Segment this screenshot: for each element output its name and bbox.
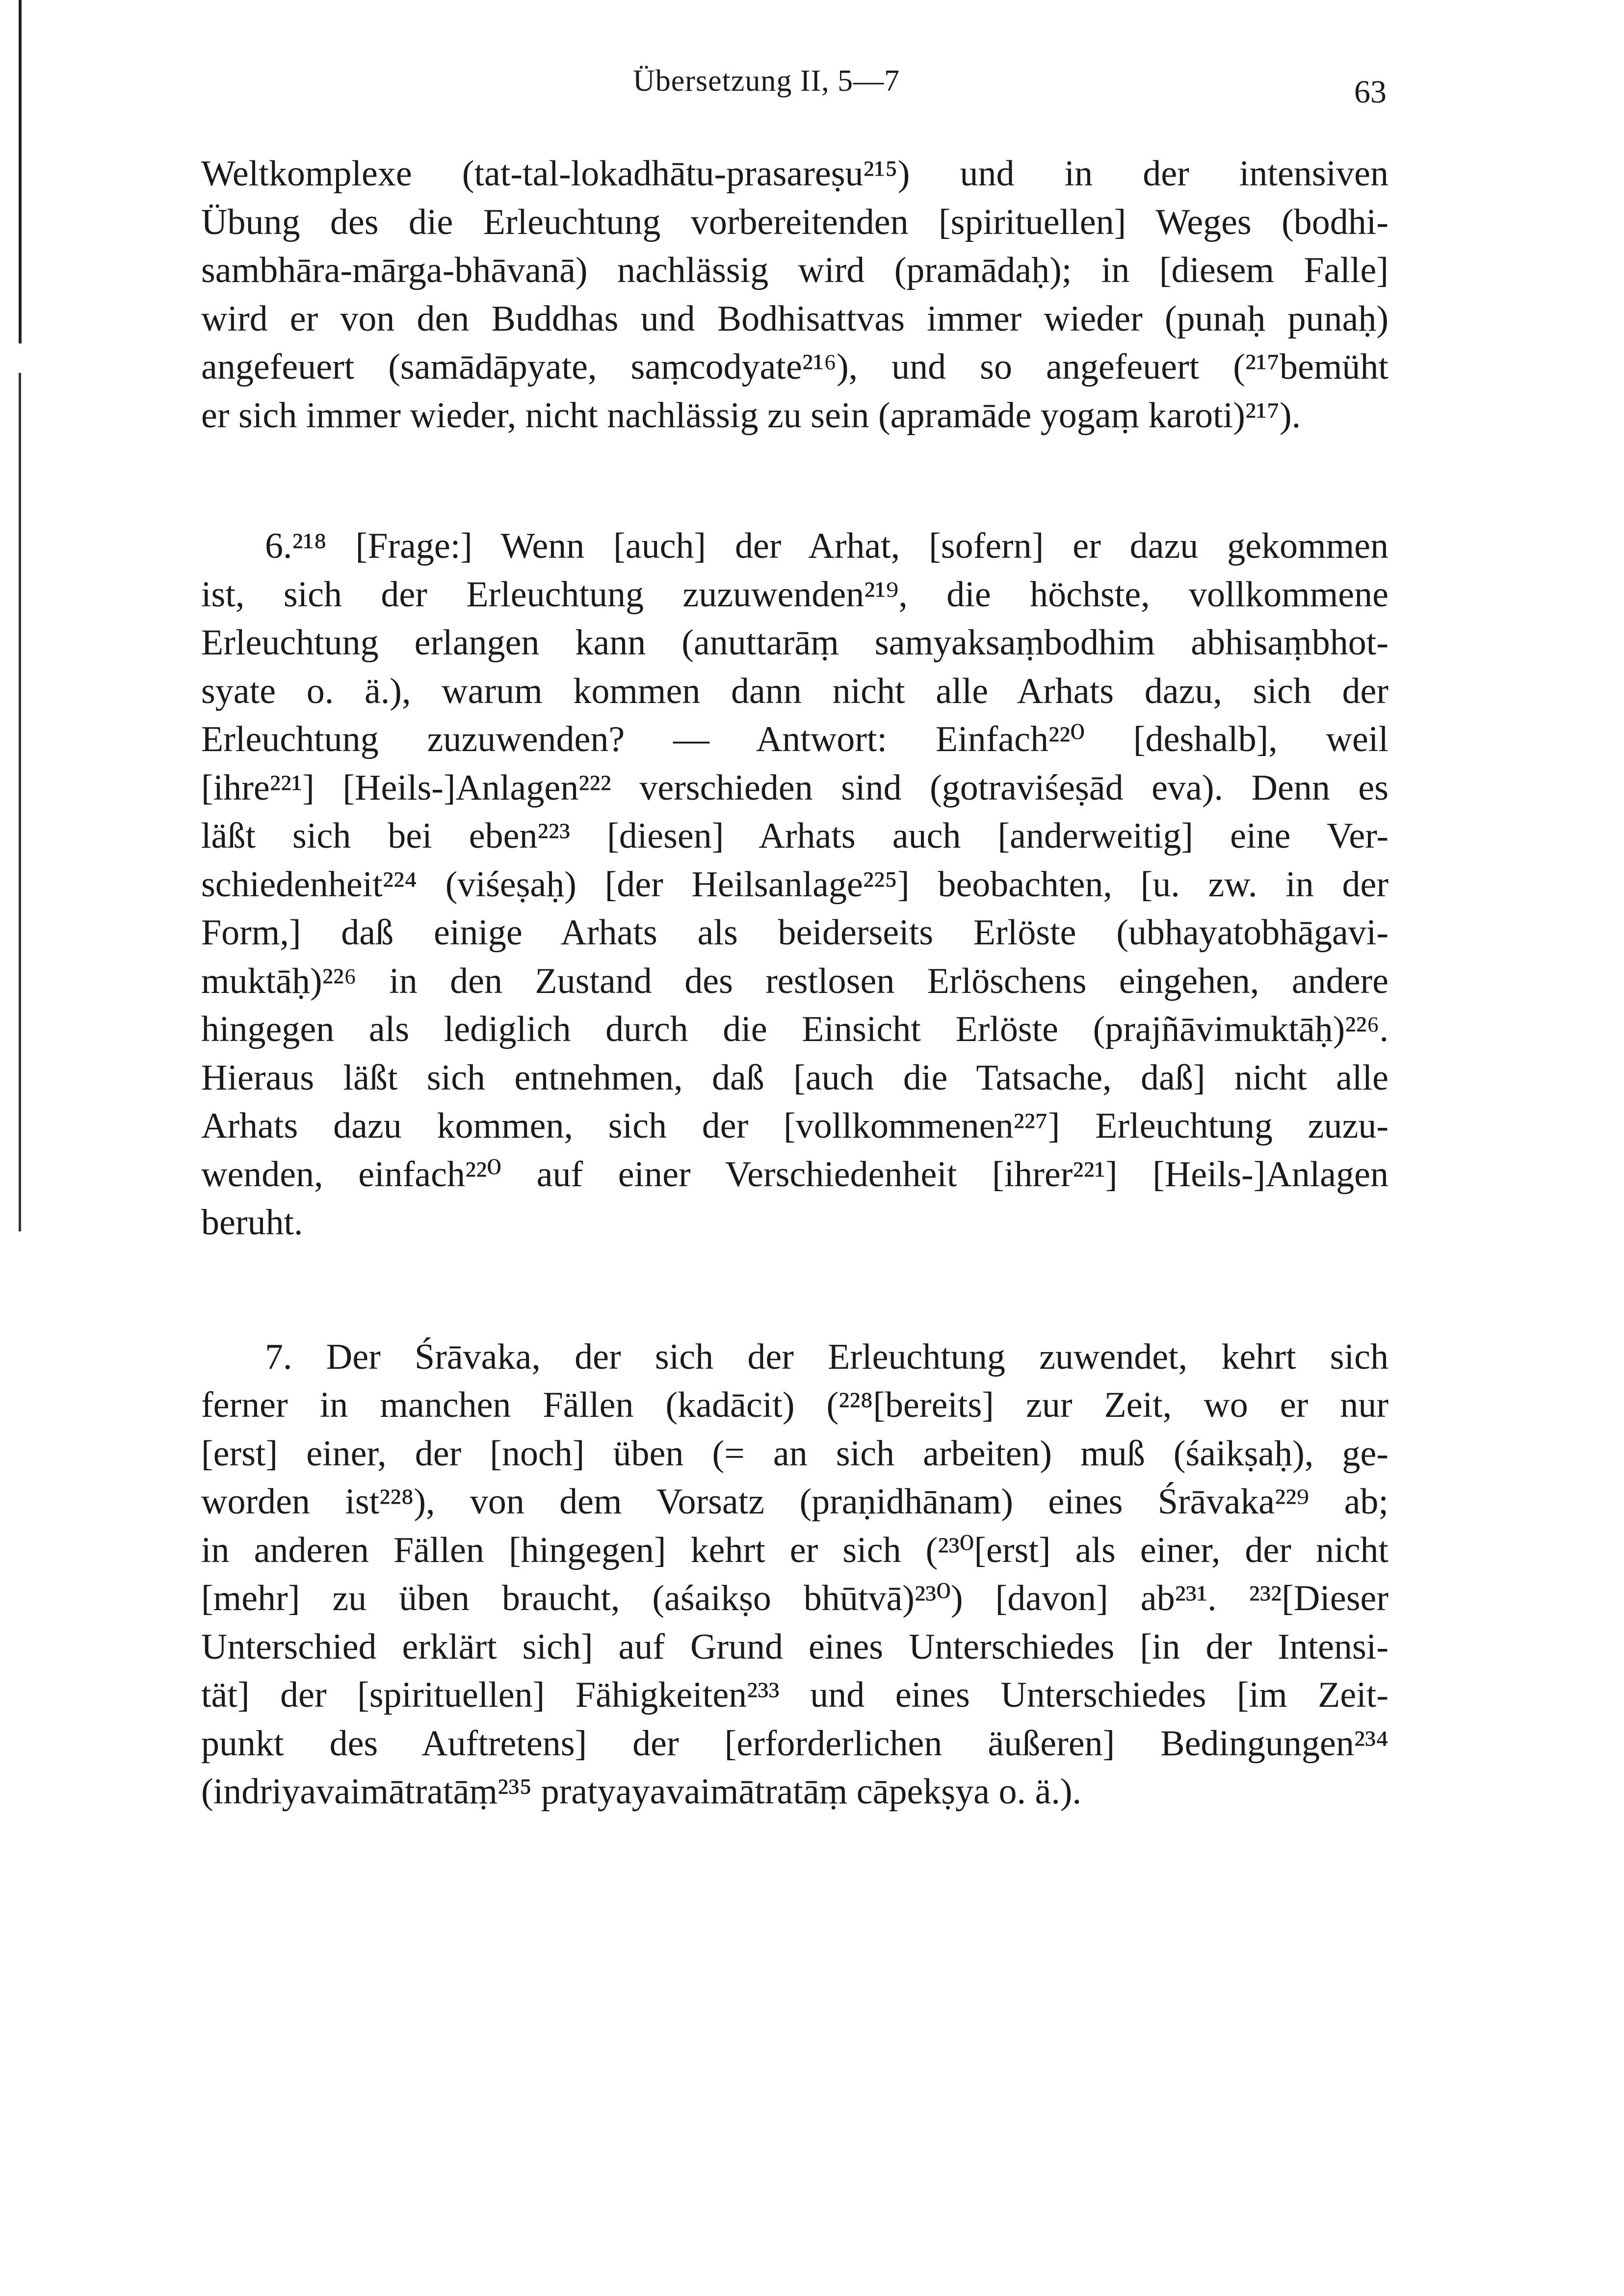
text-line: Arhats dazu kommen, sich der [vollkommenen²²⁷] Erleuchtung zuzu- [201,1106,1388,1146]
page-number: 63 [1354,74,1387,110]
text-line: er sich immer wieder, nicht nachlässig zu sein (apramāde yogaṃ karoti)²¹⁷). [201,395,1301,436]
text-line: (indriyavaimātratāṃ²³⁵ pratyayavaimātratāṃ cāpekṣya o. ä.). [201,1772,1081,1812]
text-line: wird er von den Buddhas und Bodhisattvas immer wieder (punaḥ punaḥ) [201,298,1388,339]
text-line: schiedenheit²²⁴ (viśeṣaḥ) [der Heilsanlage²²⁵] beobachten, [u. zw. in der [201,864,1388,905]
body-text [201,150,1388,1816]
text-line: hingegen als lediglich durch die Einsicht Erlöste (prajñāvimuktāḥ)²²⁶. [201,1009,1388,1049]
text-line: syate o. ä.), warum kommen dann nicht alle Arhats dazu, sich der [201,671,1388,711]
paragraph-gap [201,440,1388,522]
text-line: angefeuert (samādāpyate, saṃcodyate²¹⁶), und so angefeuert (²¹⁷bemüht [201,347,1388,387]
text-line: sambhāra-mārga-bhāvanā) nachlässig wird (pramādaḥ); in [diesem Falle] [201,250,1388,290]
text-line: beruht. [201,1202,303,1243]
text-line: Form,] daß einige Arhats als beiderseits Erlöste (ubhayatobhāgavi- [201,913,1388,953]
text-line: worden ist²²⁸), von dem Vorsatz (praṇidhānam) eines Śrāvaka²²⁹ ab; [201,1482,1388,1522]
running-head: Übersetzung II, 5—7 [633,64,900,98]
text-line: wenden, einfach²²⁰ auf einer Verschiedenheit [ihrer²²¹] [Heils-]Anlagen [201,1154,1388,1195]
text-line: [erst] einer, der [noch] üben (= an sich arbeiten) muß (śaikṣaḥ), ge- [201,1433,1388,1474]
paragraph-gap [201,1247,1388,1333]
text-line: 6.²¹⁸ [Frage:] Wenn [auch] der Arhat, [sofern] er dazu gekommen [265,526,1388,566]
text-line: tät] der [spirituellen] Fähigkeiten²³³ und eines Unterschiedes [im Zeit- [201,1675,1388,1715]
text-line: ferner in manchen Fällen (kadācit) (²²⁸[bereits] zur Zeit, wo er nur [201,1385,1388,1425]
text-line: Weltkomplexe (tat-tal-lokadhātu-prasareṣu²¹⁵) und in der intensiven [201,154,1388,194]
text-line: punkt des Auftretens] der [erforderlichen äußeren] Bedingungen²³⁴ [201,1723,1388,1764]
text-line: muktāḥ)²²⁶ in den Zustand des restlosen Erlöschens eingehen, andere [201,961,1388,1001]
text-line: in anderen Fällen [hingegen] kehrt er sich (²³⁰[erst] als einer, der nicht [201,1530,1388,1570]
scan-binding-edge-lower [19,373,21,1231]
text-line: Erleuchtung zuzuwenden? — Antwort: Einfach²²⁰ [deshalb], weil [201,719,1388,759]
scan-binding-edge [19,0,22,343]
text-line: Übung des die Erleuchtung vorbereitenden [spirituellen] Weges (bodhi- [201,202,1388,242]
text-line: [ihre²²¹] [Heils-]Anlagen²²² verschieden sind (gotraviśeṣād eva). Denn es [201,767,1388,808]
text-line: Erleuchtung erlangen kann (anuttarāṃ samyaksaṃbodhim abhisaṃbhot- [201,623,1388,663]
paragraph-5-continued [201,150,1388,440]
text-line: [mehr] zu üben braucht, (aśaikṣo bhūtvā)²³⁰) [davon] ab²³¹. ²³²[Dieser [201,1578,1388,1618]
text-line: Unterschied erklärt sich] auf Grund eines Unterschiedes [in der Intensi- [201,1626,1388,1667]
paragraph-6 [201,522,1388,1247]
text-line: Hieraus läßt sich entnehmen, daß [auch die Tatsache, daß] nicht alle [201,1057,1388,1098]
text-line: 7. Der Śrāvaka, der sich der Erleuchtung zuwendet, kehrt sich [265,1336,1388,1377]
text-line: läßt sich bei eben²²³ [diesen] Arhats auch [anderweitig] eine Ver- [201,816,1388,856]
text-line: ist, sich der Erleuchtung zuzuwenden²¹⁹, die höchste, vollkommene [201,574,1388,615]
paragraph-7 [201,1333,1388,1816]
